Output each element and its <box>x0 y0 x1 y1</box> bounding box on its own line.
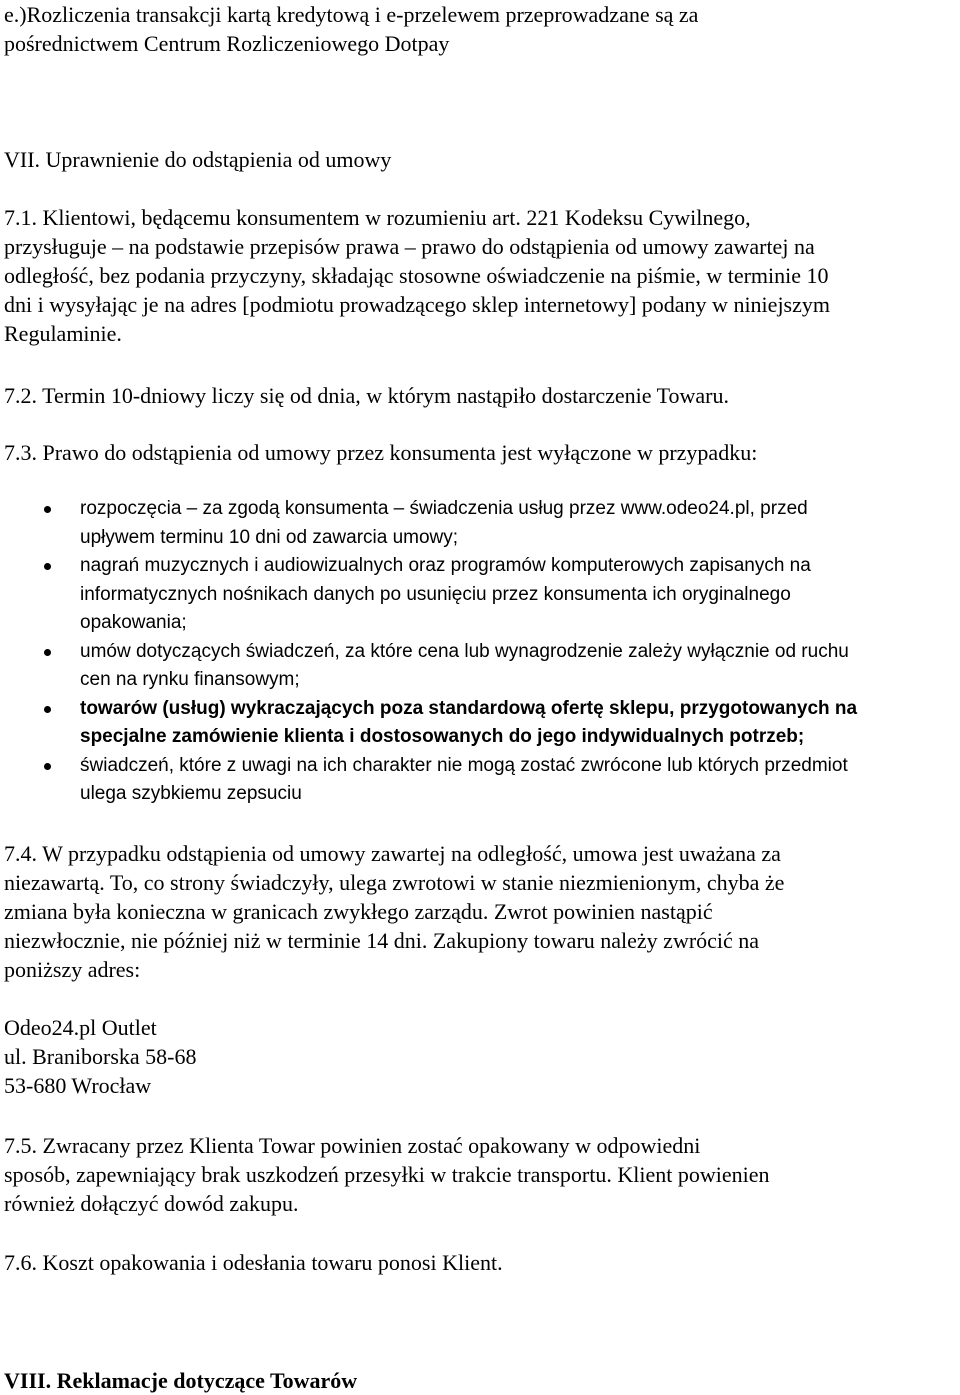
text-line: upływem terminu 10 dni od zawarcia umowy; <box>80 526 459 548</box>
text-line: ulega szybkiemu zepsuciu <box>80 783 302 804</box>
bullet-icon <box>44 763 51 770</box>
text-line: e.)Rozliczenia transakcji kartą kredytową i e-przelewem przeprowadzane są za <box>4 2 699 27</box>
text-line: również dołączyć dowód zakupu. <box>4 1191 299 1216</box>
text-line: 7.1. Klientowi, będącemu konsumentem w rozumieniu art. 221 Kodeksu Cywilnego, <box>4 205 751 230</box>
text-line: świadczeń, które z uwagi na ich charakter nie mogą zostać zwrócone lub których przedmiot <box>80 754 848 776</box>
bullet-icon <box>44 706 51 713</box>
section-heading-viii: VIII. Reklamacje dotyczące Towarów <box>4 1368 358 1393</box>
bullet-icon <box>44 649 51 656</box>
text-line: sposób, zapewniający brak uszkodzeń przesyłki w trakcie transportu. Klient powienien <box>4 1162 770 1187</box>
section-heading-vii: VII. Uprawnienie do odstąpienia od umowy <box>4 147 392 172</box>
text-line: opakowania; <box>80 612 187 633</box>
bullet-icon <box>44 506 51 513</box>
text-line: dni i wysyłając je na adres [podmiotu prowadzącego sklep internetowy] podany w niniejszym <box>4 292 830 317</box>
text-line: pośrednictwem Centrum Rozliczeniowego Dotpay <box>4 31 450 56</box>
text-line: 7.5. Zwracany przez Klienta Towar powinien zostać opakowany w odpowiedni <box>4 1133 701 1158</box>
text-line: informatycznych nośnikach danych po usunięciu przez konsumenta ich oryginalnego <box>80 583 791 605</box>
list-item <box>44 752 944 809</box>
list-item <box>44 695 944 752</box>
intro-paragraph <box>4 0 960 58</box>
paragraph-7-5 <box>4 1131 960 1218</box>
address-line: 53-680 Wrocław <box>4 1073 152 1098</box>
text-line: umów dotyczących świadczeń, za które cena lub wynagrodzenie zależy wyłącznie od ruchu <box>80 640 849 662</box>
text-line: Regulaminie. <box>4 321 122 346</box>
bullet-icon <box>44 563 51 570</box>
address-line: ul. Braniborska 58-68 <box>4 1044 197 1069</box>
text-line: towarów (usług) wykraczających poza standardową ofertę sklepu, przygotowanych na <box>80 697 858 719</box>
exclusions-list <box>44 495 944 809</box>
text-line: zmiana była konieczna w granicach zwykłego zarządu. Zwrot powinien nastąpić <box>4 899 713 924</box>
text-line: 7.4. W przypadku odstąpienia od umowy zawartej na odległość, umowa jest uważana za <box>4 841 781 866</box>
text-line: rozpoczęcia – za zgodą konsumenta – świadczenia usług przez www.odeo24.pl, przed <box>80 498 808 519</box>
text-line: poniższy adres: <box>4 957 141 982</box>
address-line: Odeo24.pl Outlet <box>4 1015 157 1040</box>
text-line: niezwłocznie, nie później niż w terminie 14 dni. Zakupiony towaru należy zwrócić na <box>4 928 760 953</box>
text-line: odległość, bez podania przyczyny, składając stosowne oświadczenie na piśmie, w terminie 10 <box>4 263 829 288</box>
text-line: cen na rynku finansowym; <box>80 669 300 690</box>
paragraph-7-6: 7.6. Koszt opakowania i odesłania towaru ponosi Klient. <box>4 1250 503 1275</box>
paragraph-7-2: 7.2. Termin 10-dniowy liczy się od dnia, w którym nastąpiło dostarczenie Towaru. <box>4 383 730 408</box>
list-item <box>44 552 944 638</box>
list-item <box>44 495 944 552</box>
paragraph-7-3: 7.3. Prawo do odstąpienia od umowy przez konsumenta jest wyłączone w przypadku: <box>4 440 758 465</box>
text-line: nagrań muzycznych i audiowizualnych oraz programów komputerowych zapisanych na <box>80 555 811 576</box>
paragraph-7-1 <box>4 203 960 348</box>
text-line: niezawartą. To, co strony świadczyły, ulega zwrotowi w stanie niezmienionym, chyba że <box>4 870 785 895</box>
text-line: specjalne zamówienie klienta i dostosowanych do jego indywidualnych potrzeb; <box>80 726 805 747</box>
list-item <box>44 638 944 695</box>
text-line: przysługuje – na podstawie przepisów prawa – prawo do odstąpienia od umowy zawartej na <box>4 234 815 259</box>
return-address <box>4 1013 960 1100</box>
paragraph-7-4 <box>4 839 960 984</box>
